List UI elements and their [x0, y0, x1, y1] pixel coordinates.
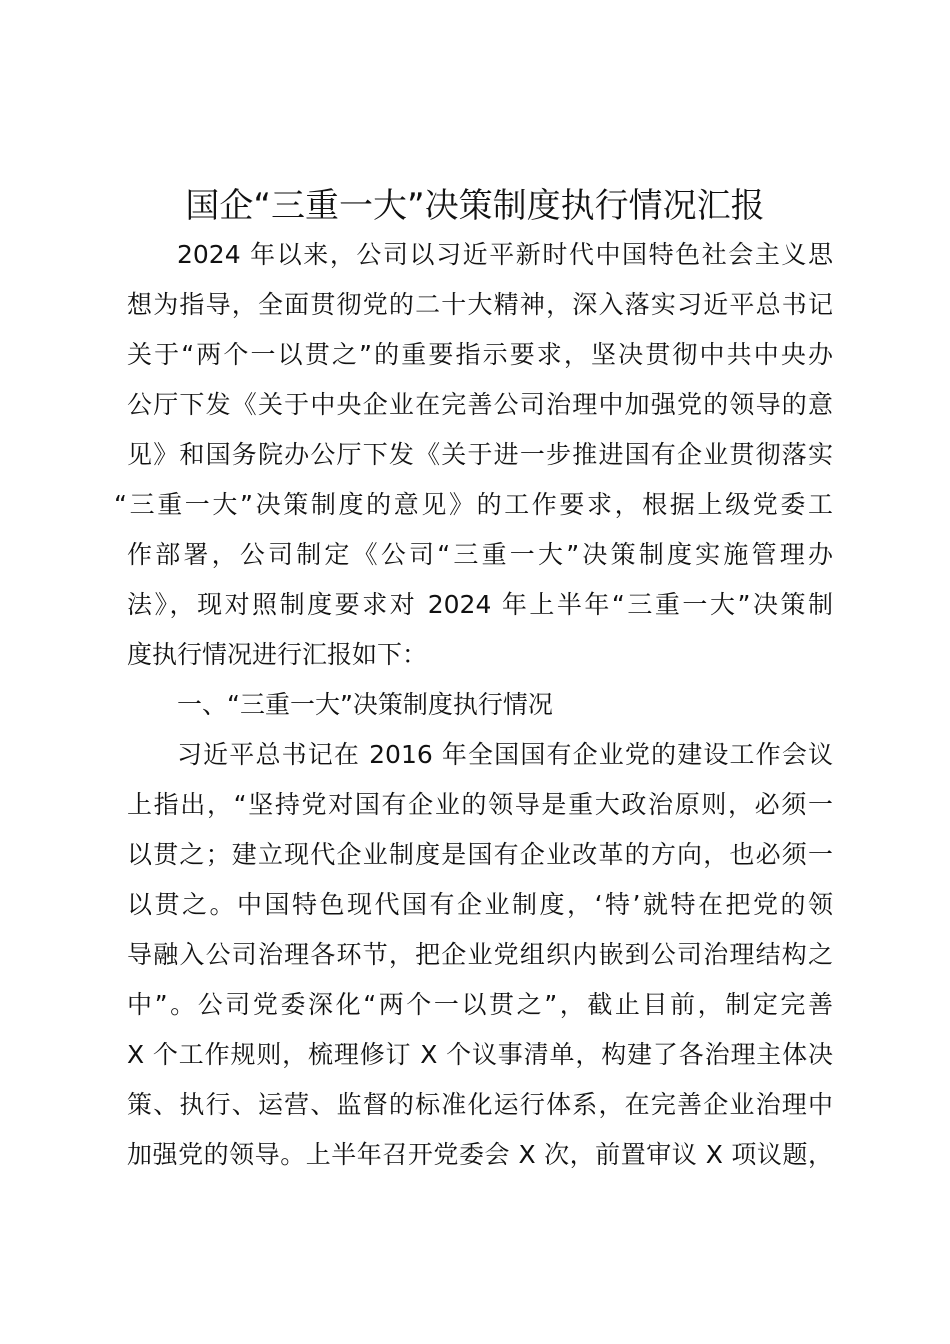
paragraph-line: 度执行情况进行汇报如下：	[127, 640, 428, 669]
paragraph-line: 策、执行、运营、监督的标准化运行体系，在完善企业治理中	[127, 1090, 833, 1119]
paragraph-line: 公厅下发《关于中央企业在完善公司治理中加强党的领导的意	[127, 390, 833, 419]
paragraph-line: 作部署，公司制定《公司“三重一大”决策制度实施管理办	[127, 540, 833, 569]
paragraph-line: 中”。公司党委深化“两个一以贯之”，截止目前，制定完善	[127, 990, 833, 1019]
paragraph-line: 关于“两个一以贯之”的重要指示要求，坚决贯彻中共中央办	[127, 340, 833, 369]
paragraph-line: 见》和国务院办公厅下发《关于进一步推进国有企业贯彻落实	[127, 440, 833, 469]
paragraph-line: X 个工作规则，梳理修订 X 个议事清单，构建了各治理主体决	[127, 1040, 833, 1069]
paragraph-line: 加强党的领导。上半年召开党委会 X 次，前置审议 X 项议题，	[127, 1140, 833, 1169]
paragraph-line: 想为指导，全面贯彻党的二十大精神，深入落实习近平总书记	[127, 290, 833, 319]
paragraph-line: 导融入公司治理各环节，把企业党组织内嵌到公司治理结构之	[127, 940, 833, 969]
paragraph-line: “三重一大”决策制度的意见》的工作要求，根据上级党委工	[114, 490, 833, 519]
paragraph-line: 上指出，“坚持党对国有企业的领导是重大政治原则，必须一	[127, 790, 833, 819]
section-heading: 一、“三重一大”决策制度执行情况	[177, 690, 553, 719]
paragraph-line: 法》，现对照制度要求对 2024 年上半年“三重一大”决策制	[127, 590, 834, 619]
document-title: 国企“三重一大”决策制度执行情况汇报	[185, 186, 765, 226]
paragraph-line: 2024 年以来，公司以习近平新时代中国特色社会主义思	[177, 240, 833, 269]
paragraph-line: 以贯之。中国特色现代国有企业制度，‘特’就特在把党的领	[127, 890, 833, 919]
paragraph-line: 以贯之；建立现代企业制度是国有企业改革的方向，也必须一	[127, 840, 833, 869]
paragraph-line: 习近平总书记在 2016 年全国国有企业党的建设工作会议	[177, 740, 833, 769]
